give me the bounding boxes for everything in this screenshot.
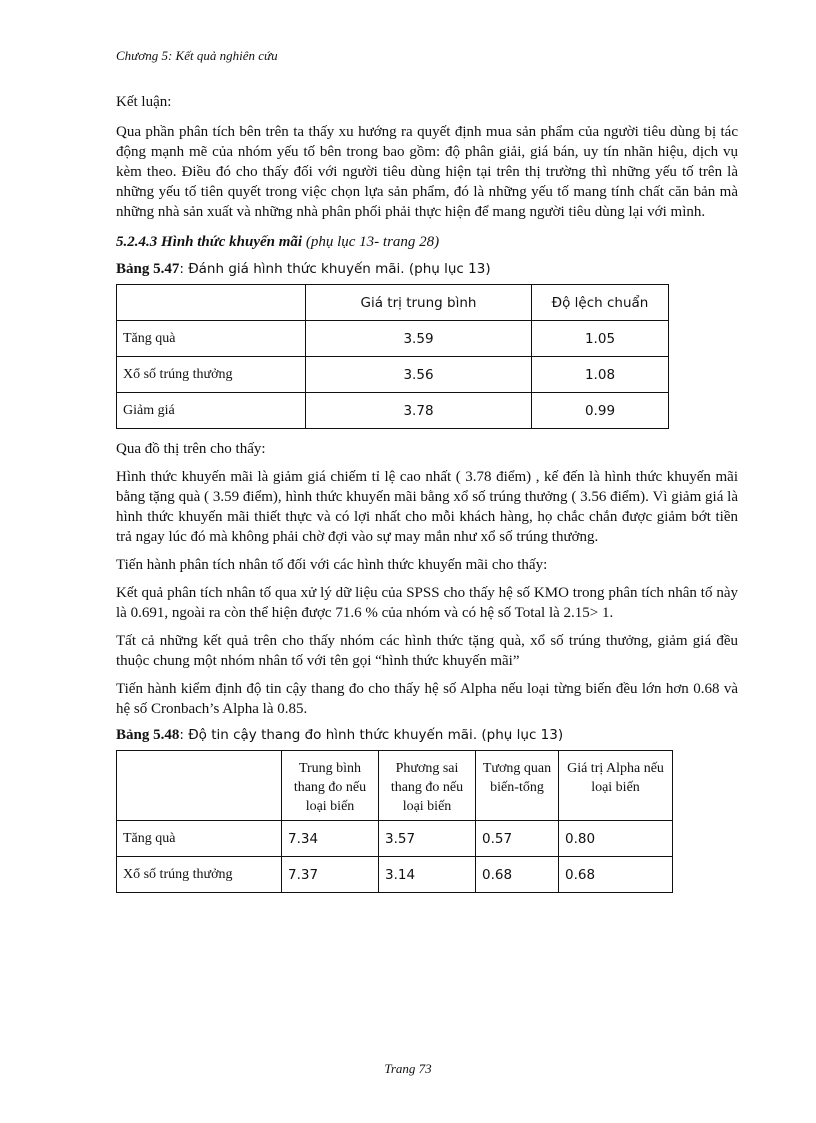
table-cell: 3.56 [306,357,532,393]
table-cell: Tăng quà [117,321,306,357]
conclusion-label: Kết luận: [116,94,172,110]
table-cell: 7.34 [282,821,379,857]
table1-caption-text: : Đánh giá hình thức khuyến mãi. (phụ lục 13) [179,261,491,277]
table-cell: 1.08 [532,357,669,393]
table-cell: Tăng quà [117,821,282,857]
paragraph: Tất cả những kết quả trên cho thấy nhóm các hình thức tặng quà, xổ số trúng thưởng, giảm giá đều thuộc chung một nhóm nhân tố với tên gọi “hình thức khuyến mãi” [116,633,738,669]
table-cell: 3.57 [379,821,476,857]
table-row [117,821,673,857]
table-row [117,857,673,893]
section-title: 5.2.4.3 Hình thức khuyến mãi [116,234,303,250]
paragraph: Qua đồ thị trên cho thấy: [116,441,266,457]
table-header-cell: Độ lệch chuẩn [532,285,669,321]
page-number: Trang 73 [384,1061,432,1076]
table-header-cell: Giá trị trung bình [306,285,532,321]
conclusion-text: Qua phần phân tích bên trên ta thấy xu hướng ra quyết định mua sản phẩm của người tiêu dùng bị tác động mạnh mẽ của nhóm yếu tố bên trong bao gồm: độ phân giải, giá bán, uy tín nhãn hiệu, dịch vụ kèm theo. Điều đó cho thấy đối với người tiêu dùng hiện tại trên thị trường thì những yếu tố trên là những yếu tố tiên quyết trong việc chọn lựa sản phẩm, đó là những yếu tố mang tính chất căn bản mà những nhà sản xuất và những nhà phân phối phải thực hiện để mang người tiêu dùng lại với mình. [116,124,738,220]
table2-caption [116,727,738,744]
table-row [117,321,669,357]
paragraph: Kết quả phân tích nhân tố qua xử lý dữ liệu của SPSS cho thấy hệ số KMO trong phân tích nhân tố này là 0.691, ngoài ra còn thể hiện được 71.6 % của nhóm và có hệ số Total là 2.15> 1. [116,585,738,621]
section-heading [116,234,738,251]
table-cell: 0.99 [532,393,669,429]
paragraph: Tiến hành kiểm định độ tin cậy thang đo cho thấy hệ số Alpha nếu loại từng biến đều lớn hơn 0.68 và hệ số Cronbach’s Alpha là 0.85. [116,681,738,717]
table2-caption-label: Bảng 5.48 [116,727,180,743]
table-cell: 0.57 [476,821,559,857]
table-cell: Xổ số trúng thưởng [117,857,282,893]
table1-caption-label: Bảng 5.47 [116,261,180,277]
table-header-cell: Tương quan biến-tổng [476,751,559,821]
table-cell: 0.80 [559,821,673,857]
table-header-row [117,285,669,321]
promotion-evaluation-table [116,284,669,429]
paragraph: Hình thức khuyến mãi là giảm giá chiếm tỉ lệ cao nhất ( 3.78 điểm) , kế đến là hình thức khuyến mãi bằng tặng quà ( 3.59 điểm), hình thức khuyến mãi bằng xổ số trúng thưởng ( 3.56 điểm). Vì giảm giá là hình thức khuyến mãi thiết thực và có lợi nhất cho mỗi khách hàng, họ chắc chắn được giảm bớt tiền trả ngay lúc đó mà không phải chờ đợi vào sự may mắn như xổ số trúng thưởng. [116,469,738,545]
paragraph: Tiến hành phân tích nhân tố đối với các hình thức khuyến mãi cho thấy: [116,557,548,573]
table-cell: Giảm giá [117,393,306,429]
table1-caption [116,261,738,278]
section-ref: (phụ lục 13- trang 28) [305,234,440,250]
table-header-cell: Trung bình thang đo nếu loại biến [282,751,379,821]
chapter-header: Chương 5: Kết quả nghiên cứu [116,48,278,63]
reliability-table [116,750,673,893]
table-cell: 3.59 [306,321,532,357]
table-header-row [117,751,673,821]
table-cell: 7.37 [282,857,379,893]
table-row [117,393,669,429]
table-cell: 0.68 [476,857,559,893]
table2-caption-text: : Độ tin cậy thang đo hình thức khuyến mãi. (phụ lục 13) [179,727,564,743]
page-content [116,92,738,893]
table-row [117,357,669,393]
table-cell: 3.78 [306,393,532,429]
table-cell: 3.14 [379,857,476,893]
table-header-cell: Giá trị Alpha nếu loại biến [559,751,673,821]
table-cell: 0.68 [559,857,673,893]
table-header-cell [117,751,282,821]
table-header-cell: Phương sai thang đo nếu loại biến [379,751,476,821]
table-header-cell [117,285,306,321]
table-cell: Xổ số trúng thưởng [117,357,306,393]
table-cell: 1.05 [532,321,669,357]
